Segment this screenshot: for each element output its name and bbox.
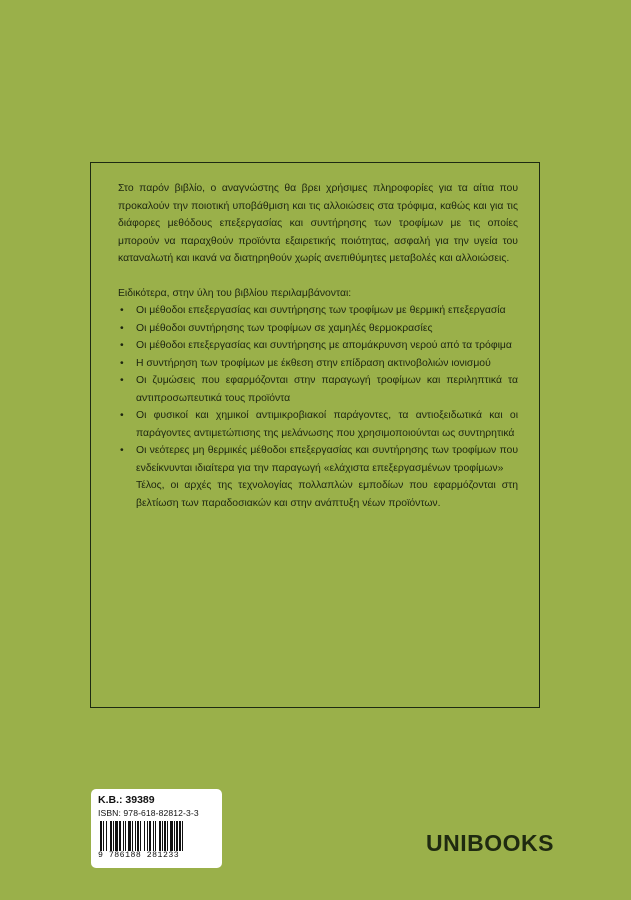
list-item: • Οι νεότερες μη θερμικές μέθοδοι επεξεργασίας και συντήρησης των τροφίμων που ενδείκνυνται ιδιαίτερα για την παραγωγή «ελάχιστα επεξεργασμένων τροφίμων» [118, 442, 518, 477]
bullet-icon: • [120, 357, 124, 369]
kb-code: Κ.Β.: 39389 [98, 794, 155, 806]
closing-paragraph: Τέλος, οι αρχές της τεχνολογίας πολλαπλών εμποδίων που εφαρμόζονται στη βελτίωση των παραδοσιακών και στην ανάπτυξη νέων προϊόντων. [136, 480, 518, 509]
list-item: • Η συντήρηση των τροφίμων με έκθεση στην επίδραση ακτινοβολιών ιονισμού [118, 355, 518, 373]
contents-list [118, 302, 518, 477]
list-item: • Οι μέθοδοι συντήρησης των τροφίμων σε χαμηλές θερμοκρασίες [118, 320, 518, 338]
bullet-icon: • [120, 445, 124, 456]
list-item: • Οι ζυμώσεις που εφαρμόζονται στην παραγωγή τροφίμων και περιληπτικά τα αντιπροσωπευτικά τους προϊόντα [118, 372, 518, 407]
bullet-icon: • [120, 322, 124, 334]
publisher-logo: UNIBOOKS [426, 830, 554, 856]
isbn-number: ISBN: 978-618-82812-3-3 [98, 808, 199, 818]
bullet-icon: • [120, 340, 124, 351]
list-item: • Οι μέθοδοι επεξεργασίας και συντήρησης των τροφίμων με θερμική επεξεργασία [118, 302, 518, 320]
bullet-icon: • [120, 410, 124, 421]
intro-paragraph: Στο παρόν βιβλίο, ο αναγνώστης θα βρει χρήσιμες πληροφορίες για τα αίτια που προκαλούν την ποιοτική υποβάθμιση και τις αλλοιώσεις στα τρόφιμα, καθώς και για τις διάφορες μεθόδους επεξεργασίας και συντήρησης των τροφίμων με τις οποίες μπορούν να παραχθούν προϊόντα εξαιρετικής ποιότητας, ασφαλή για την υγεία του καταναλωτή και ικανά να διατηρηθούν χωρίς ανεπιθύμητες μεταβολές και αλλοιώσεις. [118, 183, 518, 264]
bullet-icon: • [120, 375, 124, 386]
bullet-icon: • [120, 305, 124, 316]
barcode-bars [98, 821, 216, 851]
contents-lead: Ειδικότερα, στην ύλη του βιβλίου περιλαμβάνονται: [118, 287, 352, 299]
barcode-card [91, 789, 222, 868]
list-item: • Οι φυσικοί και χημικοί αντιμικροβιακοί παράγοντες, τα αντιοξειδωτικά και οι παράγοντες αντιμετώπισης της μελάνωσης που χρησιμοποιούνται ως συντηρητικά [118, 407, 518, 442]
back-cover-text [118, 180, 518, 512]
list-item: • Οι μέθοδοι επεξεργασίας και συντήρησης με απομάκρυνση νερού από τα τρόφιμα [118, 337, 518, 355]
barcode-digits: 9 786188 281233 [98, 851, 180, 860]
